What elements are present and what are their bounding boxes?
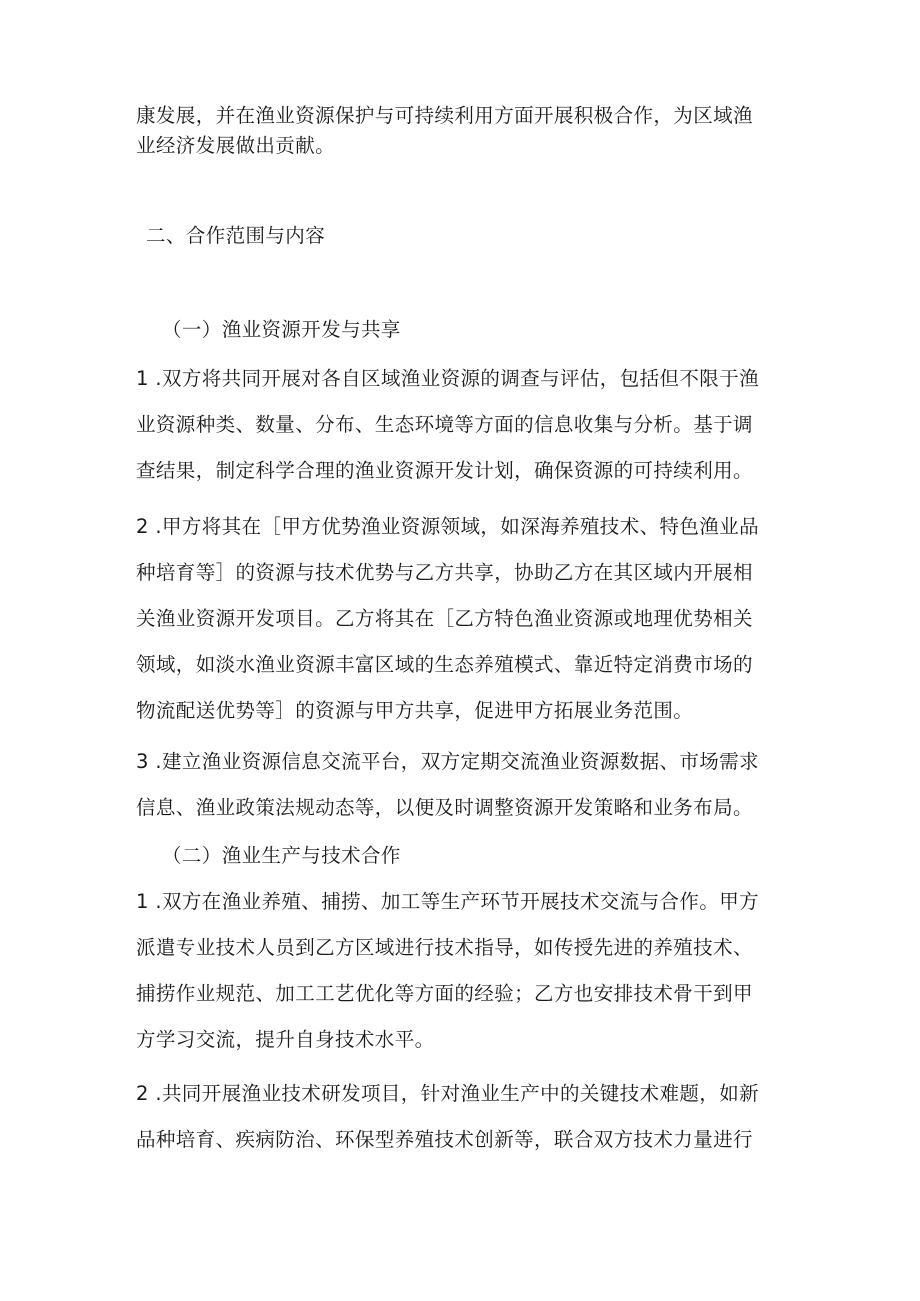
paragraph-line: 2 .共同开展渔业技术研发项目，针对渔业生产中的关键技术难题，如新 [136,1082,760,1105]
paragraph-line: 捕捞作业规范、加工工艺优化等方面的经验；乙方也安排技术骨干到甲 [136,982,753,1005]
paragraph-line: 查结果，制定科学合理的渔业资源开发计划，确保资源的可持续利用。 [136,459,753,482]
paragraph-line: 2 .甲方将其在［甲方优势渔业资源领域，如深海养殖技术、特色渔业品 [136,515,760,538]
paragraph-line: 业经济发展做出贡献。 [136,134,336,157]
paragraph-line: 品种培育、疾病防治、环保型养殖技术创新等，联合双方技术力量进行 [136,1128,753,1151]
paragraph-line: 物流配送优势等］的资源与甲方共享，促进甲方拓展业务范围。 [136,699,694,722]
paragraph-line: 种培育等］的资源与技术优势与乙方共享，协助乙方在其区域内开展相 [136,561,753,584]
paragraph-line: 方学习交流，提升自身技术水平。 [136,1028,435,1051]
subsection-heading: （一）渔业资源开发与共享 [162,318,401,341]
paragraph-line: 3 .建立渔业资源信息交流平台，双方定期交流渔业资源数据、市场需求 [136,750,760,773]
paragraph-line: 1 .双方将共同开展对各自区域渔业资源的调查与评估，包括但不限于渔 [136,367,760,390]
paragraph-line: 康发展，并在渔业资源保护与可持续利用方面开展积极合作，为区域渔 [136,104,753,127]
paragraph-line: 领域，如淡水渔业资源丰富区域的生态养殖模式、靠近特定消费市场的 [136,653,753,676]
paragraph-line: 信息、渔业政策法规动态等，以便及时调整资源开发策略和业务布局。 [136,796,753,819]
paragraph-line: 派遣专业技术人员到乙方区域进行技术指导，如传授先进的养殖技术、 [136,936,753,959]
subsection-heading: （二）渔业生产与技术合作 [162,844,401,867]
paragraph-line: 业资源种类、数量、分布、生态环境等方面的信息收集与分析。基于调 [136,413,753,436]
paragraph-line: 1 .双方在渔业养殖、捕捞、加工等生产环节开展技术交流与合作。甲方 [136,890,760,913]
paragraph-line: 关渔业资源开发项目。乙方将其在［乙方特色渔业资源或地理优势相关 [136,607,753,630]
section-heading: 二、合作范围与内容 [146,224,326,247]
